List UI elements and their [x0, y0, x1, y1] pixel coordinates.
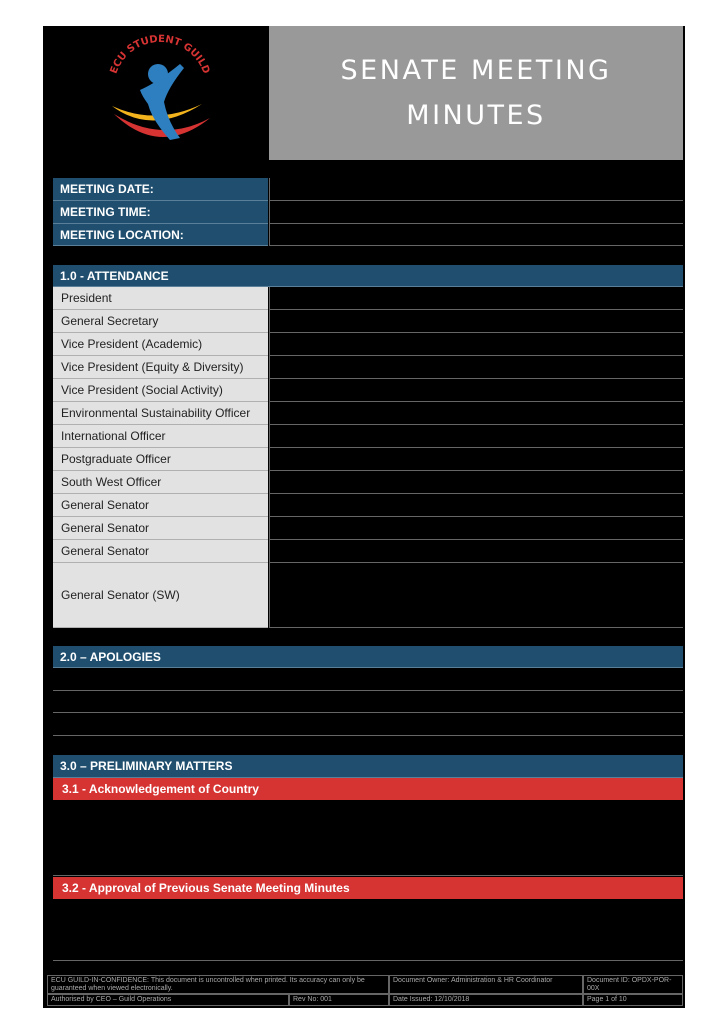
guild-logo — [52, 26, 269, 160]
attendance-role-label: General Secretary — [53, 310, 268, 333]
acknowledgement-subheading: 3.1 - Acknowledgement of Country — [53, 778, 683, 800]
attendance-role-label: International Officer — [53, 425, 268, 448]
attendance-role-value[interactable] — [269, 379, 683, 402]
attendance-role-label: Vice President (Social Activity) — [53, 379, 268, 402]
footer-page: Page 1 of 10 — [583, 994, 683, 1006]
approval-subheading: 3.2 - Approval of Previous Senate Meeting Minutes — [53, 877, 683, 899]
apologies-heading: 2.0 – APOLOGIES — [53, 646, 683, 668]
apologies-row[interactable] — [53, 691, 683, 713]
apologies-row[interactable] — [53, 713, 683, 736]
attendance-role-value[interactable] — [269, 563, 683, 628]
attendance-role-label: General Senator — [53, 494, 268, 517]
meeting-date-value[interactable] — [269, 178, 683, 201]
attendance-role-label: South West Officer — [53, 471, 268, 494]
attendance-role-label: Vice President (Academic) — [53, 333, 268, 356]
attendance-role-label: General Senator — [53, 517, 268, 540]
attendance-role-label: Vice President (Equity & Diversity) — [53, 356, 268, 379]
meeting-time-label: MEETING TIME: — [53, 201, 268, 224]
attendance-role-value[interactable] — [269, 471, 683, 494]
apologies-row[interactable] — [53, 668, 683, 691]
attendance-role-value[interactable] — [269, 517, 683, 540]
attendance-role-value[interactable] — [269, 333, 683, 356]
attendance-role-value[interactable] — [269, 425, 683, 448]
footer-doc-id: Document ID: OPDX-POR-00X — [583, 975, 683, 994]
meeting-date-label: MEETING DATE: — [53, 178, 268, 201]
attendance-role-label: Environmental Sustainability Officer — [53, 402, 268, 425]
attendance-role-value[interactable] — [269, 494, 683, 517]
preliminary-heading: 3.0 – PRELIMINARY MATTERS — [53, 755, 683, 778]
guild-logo-graphic — [52, 26, 269, 160]
title-banner — [269, 26, 683, 160]
attendance-role-value[interactable] — [269, 448, 683, 471]
svg-text:ECU STUDENT GUILD: ECU STUDENT GUILD — [108, 33, 212, 76]
footer-date-issued: Date Issued: 12/10/2018 — [389, 994, 583, 1006]
meeting-location-label: MEETING LOCATION: — [53, 224, 268, 246]
attendance-role-value[interactable] — [269, 287, 683, 310]
acknowledgement-body[interactable] — [53, 800, 683, 876]
meeting-location-value[interactable] — [269, 224, 683, 246]
attendance-role-value[interactable] — [269, 356, 683, 379]
attendance-role-label: President — [53, 287, 268, 310]
attendance-role-label: General Senator — [53, 540, 268, 563]
page-title: SENATE MEETING MINUTES — [340, 55, 612, 131]
attendance-role-value[interactable] — [269, 540, 683, 563]
footer-authorised: Authorised by CEO – Guild Operations — [47, 994, 289, 1006]
approval-body[interactable] — [53, 899, 683, 961]
attendance-role-label: General Senator (SW) — [53, 563, 268, 628]
attendance-role-label: Postgraduate Officer — [53, 448, 268, 471]
attendance-role-value[interactable] — [269, 402, 683, 425]
attendance-heading: 1.0 - ATTENDANCE — [53, 265, 683, 287]
footer-disclaimer: ECU GUILD-IN-CONFIDENCE: This document is uncontrolled when printed. Its accuracy can only be guaranteed when viewed electronically. — [47, 975, 389, 994]
footer-owner: Document Owner: Administration & HR Coordinator — [389, 975, 583, 994]
footer-rev: Rev No: 001 — [289, 994, 389, 1006]
document-footer — [43, 975, 685, 1008]
meeting-time-value[interactable] — [269, 201, 683, 224]
attendance-role-value[interactable] — [269, 310, 683, 333]
